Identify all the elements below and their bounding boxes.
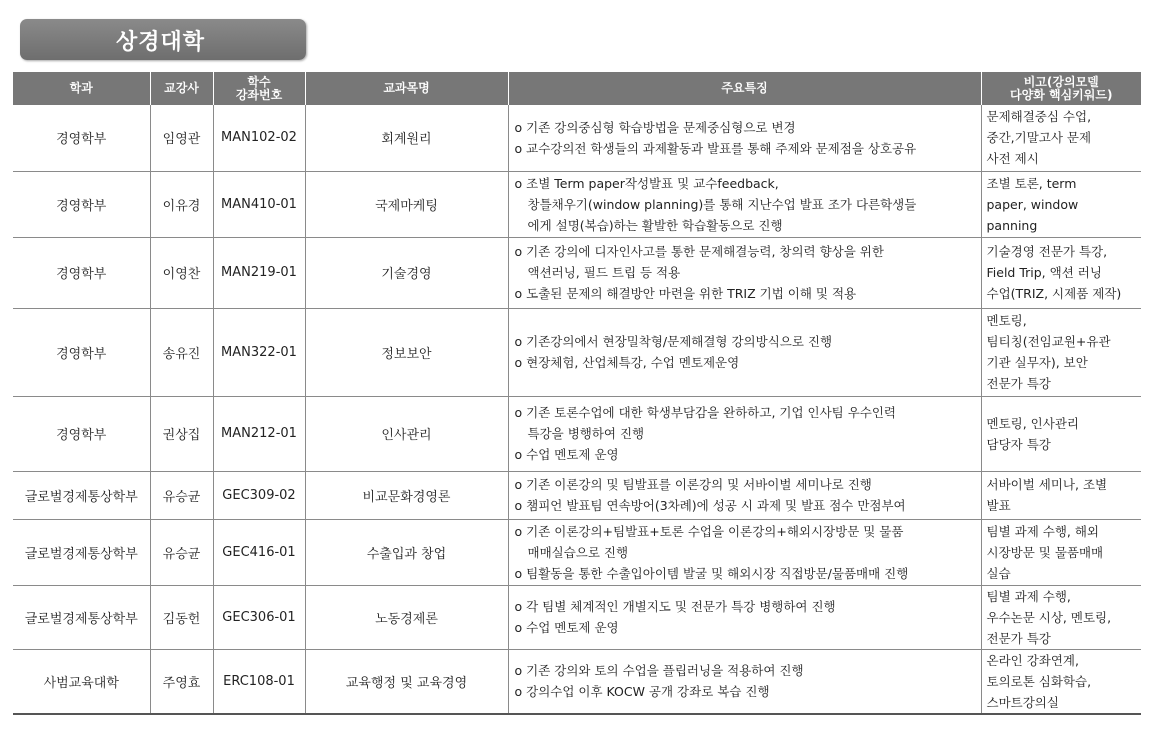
- cell-dept: 글로벌경제통상학부: [13, 519, 150, 585]
- note-line: 기술경영 전문가 특강,: [986, 244, 1108, 259]
- cell-dept: 경영학부: [13, 171, 150, 237]
- cell-prof: 유승균: [150, 519, 213, 585]
- cell-features: [508, 237, 981, 308]
- cell-dept: 경영학부: [13, 308, 150, 396]
- cell-course: 수출입과 창업: [305, 519, 508, 585]
- section-title: 상경대학: [116, 30, 206, 55]
- table-row: [13, 519, 1141, 585]
- note-line: Field Trip, 액션 러닝: [986, 265, 1102, 280]
- note-line: 시장방문 및 물품매매: [986, 544, 1104, 560]
- header-note-line2: 다양화 핵심키워드): [1010, 87, 1113, 102]
- note-line: 팀티칭(전임교원+유관: [986, 334, 1111, 349]
- feature-line: o 기존 강의에 디자인사고를 통한 문제해결능력, 창의력 향상을 위한: [514, 244, 884, 259]
- note-line: 서바이벌 세미나, 조별: [986, 477, 1108, 492]
- cell-code: MAN219-01: [213, 237, 305, 308]
- cell-code: GEC416-01: [213, 519, 305, 585]
- note-line: 발표: [986, 498, 1011, 513]
- feature-line: o 기존 토론수업에 대한 학생부담감을 완하하고, 기업 인사팀 우수인력: [514, 405, 897, 420]
- cell-code: ERC108-01: [213, 649, 305, 714]
- feature-line: 액션러닝, 필드 트립 등 적용: [527, 265, 681, 280]
- feature-line: o 교수강의전 학생들의 과제활동과 발표를 통해 주제와 문제점을 상호공유: [514, 140, 917, 156]
- cell-note: [981, 105, 1141, 171]
- header-dept: 학과: [13, 72, 150, 105]
- note-line: 전문가 특강: [986, 630, 1051, 646]
- cell-note: [981, 237, 1141, 308]
- note-line: 전문가 특강: [986, 376, 1051, 391]
- feature-line: o 기존 이론강의 및 팀발표를 이론강의 및 서바이벌 세미나로 진행: [514, 477, 872, 492]
- cell-note: [981, 471, 1141, 519]
- feature-line: o 강의수업 이후 KOCW 공개 강좌로 복습 진행: [514, 684, 770, 699]
- note-line: 팀별 과제 수행, 해외: [986, 523, 1099, 539]
- feature-line: o 수업 멘토제 운영: [514, 620, 619, 635]
- cell-prof: 권상집: [150, 396, 213, 471]
- cell-dept: 경영학부: [13, 396, 150, 471]
- header-features: 주요특징: [508, 72, 981, 105]
- cell-code: MAN212-01: [213, 396, 305, 471]
- feature-line: o 팀활동을 통한 수출입아이템 발굴 및 해외시장 직접방문/물품매매 진행: [514, 565, 909, 581]
- cell-dept: 글로벌경제통상학부: [13, 585, 150, 649]
- feature-line: o 기존 강의와 토의 수업을 플립러닝을 적용하여 진행: [514, 663, 804, 678]
- feature-line: o 수업 멘토제 운영: [514, 447, 619, 462]
- feature-line: o 기존강의에서 현장밀착형/문제해결형 강의방식으로 진행: [514, 334, 833, 349]
- note-line: panning: [986, 217, 1038, 233]
- note-line: 멘토링, 인사관리: [986, 415, 1079, 431]
- cell-code: GEC306-01: [213, 585, 305, 649]
- note-line: 토의로톤 심화학습,: [986, 673, 1092, 689]
- table-row: [13, 585, 1141, 649]
- note-line: 문제해결중심 수업,: [986, 109, 1092, 125]
- feature-line: 특강을 병행하여 진행: [527, 426, 645, 441]
- note-line: 멘토링,: [986, 313, 1027, 328]
- table-row: [13, 396, 1141, 471]
- cell-features: [508, 171, 981, 237]
- table-row: [13, 105, 1141, 171]
- cell-prof: 주영효: [150, 649, 213, 714]
- note-line: 우수논문 시상, 멘토링,: [986, 609, 1112, 625]
- cell-features: [508, 585, 981, 649]
- cell-prof: 임영관: [150, 105, 213, 171]
- header-course: 교과목명: [305, 72, 508, 105]
- cell-note: [981, 396, 1141, 471]
- cell-features: [508, 519, 981, 585]
- header-code-line2: 강좌번호: [235, 87, 283, 102]
- cell-note: [981, 649, 1141, 714]
- feature-line: o 현장체험, 산업체특강, 수업 멘토제운영: [514, 355, 740, 370]
- cell-features: [508, 105, 981, 171]
- header-code-line1: 학수: [247, 74, 271, 89]
- feature-line: 매매실습으로 진행: [527, 544, 629, 560]
- cell-code: MAN322-01: [213, 308, 305, 396]
- header-code: [213, 72, 305, 105]
- note-line: 온라인 강좌연계,: [986, 652, 1079, 668]
- note-line: 팀별 과제 수행,: [986, 588, 1071, 604]
- note-line: 조별 토론, term: [986, 175, 1077, 191]
- table-row: [13, 649, 1141, 714]
- cell-features: [508, 471, 981, 519]
- cell-course: 정보보안: [305, 308, 508, 396]
- course-table: [13, 72, 1141, 715]
- cell-note: [981, 585, 1141, 649]
- note-line: 담당자 특강: [986, 436, 1051, 452]
- cell-prof: 김동헌: [150, 585, 213, 649]
- cell-course: 기술경영: [305, 237, 508, 308]
- feature-line: o 각 팀별 체계적인 개별지도 및 전문가 특강 병행하여 진행: [514, 599, 836, 614]
- feature-line: 창틀채우기(window planning)를 통해 지난수업 발표 조가 다른학생들: [527, 196, 917, 212]
- cell-dept: 글로벌경제통상학부: [13, 471, 150, 519]
- cell-prof: 이유경: [150, 171, 213, 237]
- cell-features: [508, 649, 981, 714]
- table-row: [13, 471, 1141, 519]
- note-line: 스마트강의실: [986, 694, 1059, 710]
- cell-course: 국제마케팅: [305, 171, 508, 237]
- cell-code: MAN102-02: [213, 105, 305, 171]
- cell-prof: 이영찬: [150, 237, 213, 308]
- note-line: paper, window: [986, 196, 1079, 212]
- feature-line: o 챔피언 발표팀 연속방어(3차례)에 성공 시 과제 및 발표 점수 만점부여: [514, 498, 906, 513]
- feature-line: o 기존 이론강의+팀발표+토론 수업을 이론강의+해외시장방문 및 물품: [514, 523, 904, 539]
- table-body: [13, 105, 1141, 714]
- cell-note: [981, 308, 1141, 396]
- header-note: [981, 72, 1141, 105]
- table-header-row: [13, 72, 1141, 105]
- table-row: [13, 308, 1141, 396]
- note-line: 사전 제시: [986, 151, 1039, 167]
- cell-prof: 유승균: [150, 471, 213, 519]
- note-line: 수업(TRIZ, 시제품 제작): [986, 286, 1122, 301]
- note-line: 중간,기말고사 문제: [986, 130, 1092, 146]
- cell-features: [508, 396, 981, 471]
- cell-note: [981, 171, 1141, 237]
- cell-prof: 송유진: [150, 308, 213, 396]
- cell-dept: 경영학부: [13, 237, 150, 308]
- cell-dept: 사범교육대학: [13, 649, 150, 714]
- cell-code: GEC309-02: [213, 471, 305, 519]
- cell-code: MAN410-01: [213, 171, 305, 237]
- note-line: 실습: [986, 565, 1011, 581]
- cell-course: 비교문화경영론: [305, 471, 508, 519]
- cell-course: 인사관리: [305, 396, 508, 471]
- cell-course: 회계원리: [305, 105, 508, 171]
- table-row: [13, 237, 1141, 308]
- note-line: 기관 실무자), 보안: [986, 355, 1088, 370]
- header-note-line1: 비고(강의모델: [1023, 74, 1099, 89]
- cell-course: 교육행정 및 교육경영: [305, 649, 508, 714]
- cell-dept: 경영학부: [13, 105, 150, 171]
- feature-line: o 기존 강의중심형 학습방법을 문제중심형으로 변경: [514, 119, 796, 135]
- cell-course: 노동경제론: [305, 585, 508, 649]
- cell-note: [981, 519, 1141, 585]
- table-row: [13, 171, 1141, 237]
- feature-line: o 조별 Term paper작성발표 및 교수feedback,: [514, 175, 779, 191]
- header-prof: 교강사: [150, 72, 213, 105]
- section-title-banner: [20, 19, 306, 60]
- cell-features: [508, 308, 981, 396]
- feature-line: 에게 설명(복습)하는 활발한 학습활동으로 진행: [527, 217, 783, 233]
- feature-line: o 도출된 문제의 해결방안 마련을 위한 TRIZ 기법 이해 및 적용: [514, 286, 857, 301]
